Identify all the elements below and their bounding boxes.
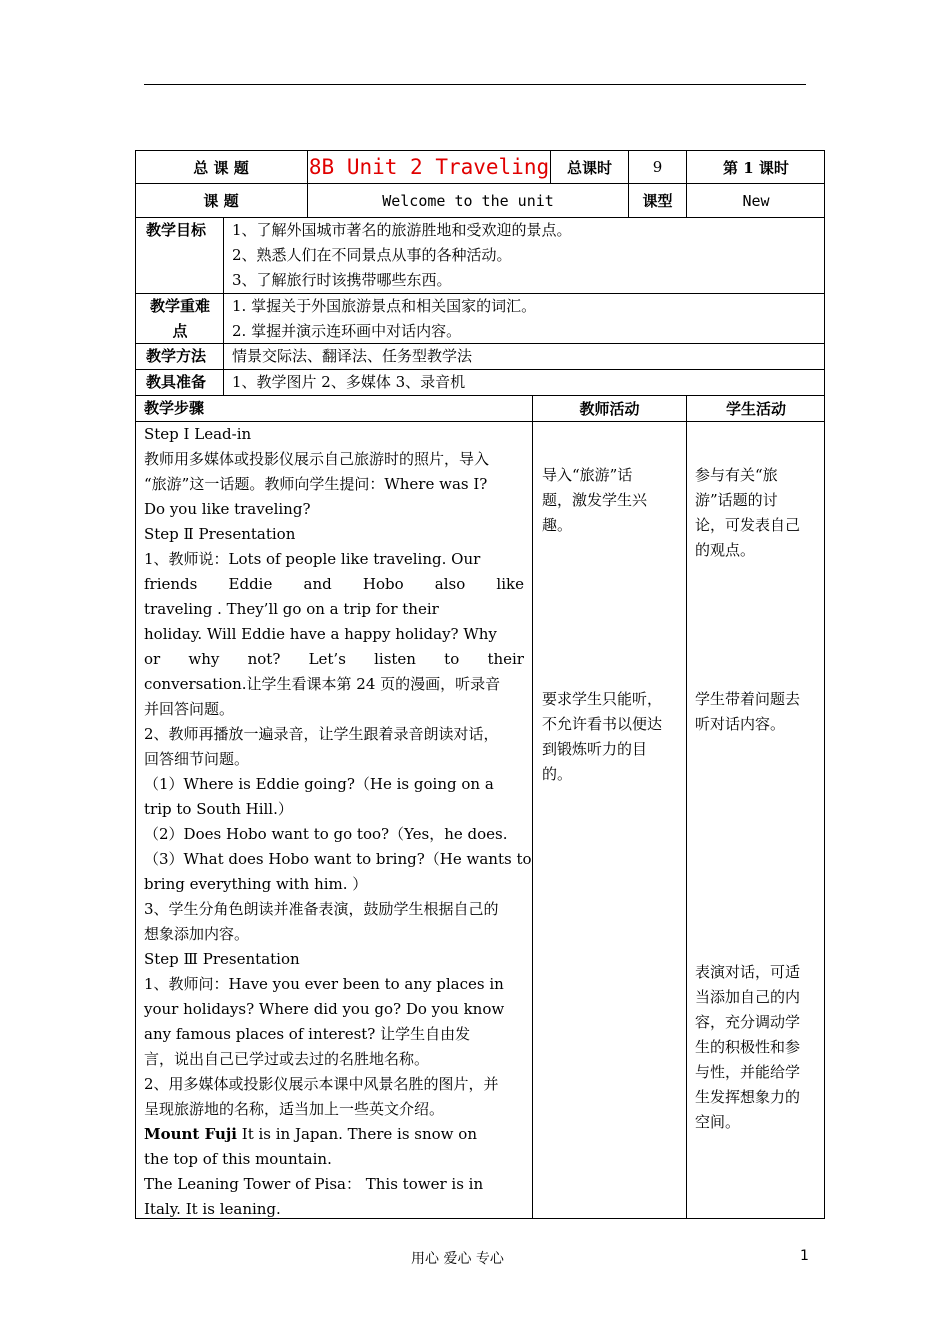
step-line: your holidays? Where did you go? Do you know (144, 1000, 505, 1018)
methods-label: 教学方法 (146, 347, 207, 365)
step-line: 言，说出自己已学过或去过的名胜地名称。 (144, 1050, 430, 1068)
step-line: 教师用多媒体或投影仪展示自己旅游时的照片，导入 (144, 450, 490, 468)
note-line: 容，充分调动学 (695, 1013, 801, 1031)
key-points-label: 教学重难 点 (149, 297, 210, 340)
step-line: traveling . They’ll go on a trip for their (144, 600, 439, 618)
step-line: or why not? Let’s listen to their (144, 650, 524, 668)
step-line: trip to South Hill.） (144, 800, 293, 818)
footer-motto: 用心 爱心 专心 (411, 1251, 504, 1267)
step-line: （2）Does Hobo want to go too?（Yes，he does. (144, 825, 508, 843)
topic-label: 课 题 (203, 192, 239, 210)
step-line: 呈现旅游地的名称，适当加上一些英文介绍。 (144, 1100, 445, 1118)
student-header: 学生活动 (725, 400, 786, 418)
header-rule (144, 84, 806, 85)
col-divider (686, 395, 687, 1219)
note-line: 不允许看书以便达 (542, 715, 663, 733)
key-points-list (232, 294, 536, 344)
steps-body (144, 422, 532, 1222)
tools-value: 1、教学图片 2、多媒体 3、录音机 (232, 373, 466, 391)
step-line: friends Eddie and Hobo also like (144, 575, 524, 593)
step-line: 2、教师再播放一遍录音，让学生跟着录音朗读对话， (144, 725, 499, 743)
step-line: any famous places of interest? 让学生自由发 (144, 1025, 471, 1043)
step-line: 1、教师说：Lots of people like traveling. Our (144, 550, 481, 568)
student-note (695, 463, 816, 563)
note-line: 生发挥想象力的 (695, 1088, 801, 1106)
step-line: 2、用多媒体或投影仪展示本课中风景名胜的图片，并 (144, 1075, 499, 1093)
tools-label: 教具准备 (146, 373, 207, 391)
note-line: 参与有关“旅 (695, 466, 778, 484)
step-line: Step I Lead-in (144, 425, 252, 443)
note-line: 题，激发学生兴 (542, 491, 648, 509)
step-line: conversation.让学生看课本第 24 页的漫画，听录音 (144, 675, 501, 693)
key-point-item: 1. 掌握关于外国旅游景点和相关国家的词汇。 (232, 297, 537, 315)
col-divider (223, 217, 224, 395)
step-line: 1、教师问：Have you ever been to any places in (144, 975, 504, 993)
step-line: Step Ⅲ Presentation (144, 950, 300, 968)
total-periods-label: 总课时 (566, 158, 612, 177)
note-line: 与性，并能给学 (695, 1063, 801, 1081)
type-label: 课型 (642, 192, 673, 210)
unit-title: 8B Unit 2 Traveling (308, 155, 550, 179)
goal-item: 1、了解外国城市著名的旅游胜地和受欢迎的景点。 (232, 221, 572, 239)
methods-value: 情景交际法、翻译法、任务型教学法 (232, 347, 473, 365)
note-line: 当添加自己的内 (695, 988, 801, 1006)
note-line: 到锻炼听力的目 (542, 740, 648, 758)
step-line: Mount Fuji It is in Japan. There is snow on (144, 1125, 477, 1143)
note-line: 论，可发表自己 (695, 516, 801, 534)
step-line: Do you like traveling? (144, 500, 311, 518)
topic-value: Welcome to the unit (382, 191, 554, 210)
key-point-item: 2. 掌握并演示连环画中对话内容。 (232, 322, 462, 340)
note-line: 生的积极性和参 (695, 1038, 801, 1056)
col-divider (532, 395, 533, 1219)
goals-list (232, 218, 572, 293)
total-topic-label: 总 课 题 (193, 158, 249, 177)
note-line: 表演对话，可适 (695, 963, 801, 981)
bold-phrase: Mount Fuji (144, 1125, 237, 1143)
step-line: 想象添加内容。 (144, 925, 250, 943)
note-line: 的。 (542, 765, 573, 783)
note-line: 导入“旅游”话 (542, 466, 633, 484)
note-line: 游”话题的讨 (695, 491, 778, 509)
step-line: 3、学生分角色朗读并准备表演，鼓励学生根据自己的 (144, 900, 499, 918)
step-line: （1）Where is Eddie going?（He is going on a (144, 775, 494, 793)
note-line: 趣。 (542, 516, 573, 534)
note-line: 空间。 (695, 1113, 741, 1131)
student-note (695, 687, 816, 737)
type-value: New (742, 191, 770, 210)
goal-item: 3、了解旅行时该携带哪些东西。 (232, 271, 452, 289)
note-line: 的观点。 (695, 541, 756, 559)
step-line: bring everything with him. ） (144, 875, 368, 893)
step-line: Italy. It is leaning. (144, 1200, 281, 1218)
note-line: 学生带着问题去 (695, 690, 801, 708)
step-line: holiday. Will Eddie have a happy holiday? Why (144, 625, 497, 643)
total-periods-value: 9 (652, 158, 663, 176)
note-line: 要求学生只能听， (542, 690, 663, 708)
teacher-note (542, 687, 676, 787)
page-number: 1 (800, 1248, 809, 1264)
step-line: The Leaning Tower of Pisa： This tower is in (144, 1175, 484, 1193)
goals-label: 教学目标 (146, 221, 207, 239)
teacher-header: 教师活动 (579, 400, 640, 418)
steps-header: 教学步骤 (144, 399, 205, 417)
step-line: the top of this mountain. (144, 1150, 332, 1168)
goal-item: 2、熟悉人们在不同景点从事的各种活动。 (232, 246, 512, 264)
step-line: “旅游”这一话题。教师向学生提问：Where was I? (144, 475, 488, 493)
step-line: （3）What does Hobo want to bring?（He wants to (144, 850, 532, 868)
step-line: Step Ⅱ Presentation (144, 525, 296, 543)
teacher-note (542, 463, 676, 538)
step-line: 回答细节问题。 (144, 750, 250, 768)
note-line: 听对话内容。 (695, 715, 786, 733)
period-label: 第 1 课时 (723, 158, 789, 177)
student-note (695, 960, 816, 1135)
step-line: 并回答问题。 (144, 700, 235, 718)
